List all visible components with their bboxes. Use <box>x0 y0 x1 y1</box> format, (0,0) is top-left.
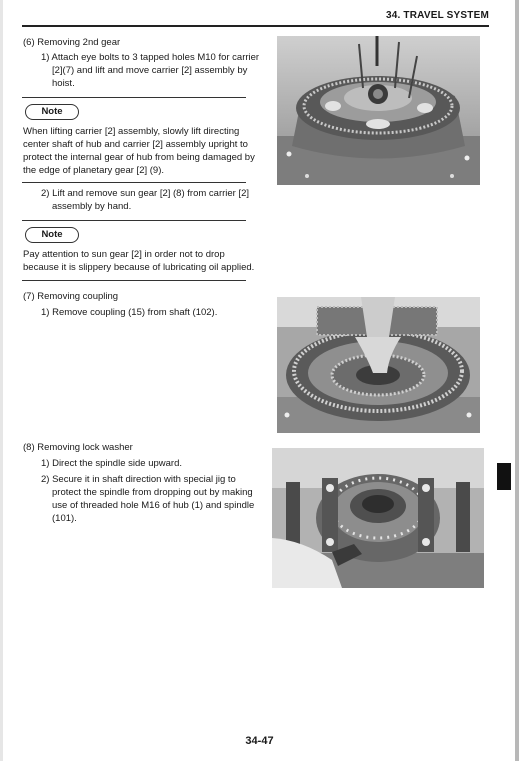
step8-sub2-line1: 2) Secure it in shaft direction with special jig to <box>41 474 236 485</box>
note1-line2: center shaft of hub and carrier [2] assembly upright to <box>23 139 248 150</box>
page-right-edge <box>515 0 519 761</box>
step6-sub2-line1: 2) Lift and remove sun gear [2] (8) from carrier [2] <box>41 188 250 199</box>
note2-line1: Pay attention to sun gear [2] in order not to drop <box>23 249 225 260</box>
photo-carrier-lifting-image <box>277 36 480 185</box>
step8-sub2-line3: use of threaded hole M16 of hub (1) and spindle <box>52 500 255 511</box>
section-title: 34. TRAVEL SYSTEM <box>385 10 489 21</box>
step6-sub1-line3: hoist. <box>52 78 75 89</box>
photo-coupling-removal <box>277 297 480 433</box>
note2-badge: Note <box>25 227 79 243</box>
step8-sub1-line1: 1) Direct the spindle side upward. <box>41 458 182 469</box>
note1-line3: protect the internal gear of hub from being damaged by <box>23 152 255 163</box>
step6-sub1-line2: [2](7) and lift and move carrier [2] assembly by <box>52 65 248 76</box>
step6-title: (6) Removing 2nd gear <box>23 37 121 48</box>
page-left-edge <box>0 0 3 761</box>
step8-sub2-line4: (101). <box>52 513 77 524</box>
step6-sub1-line1: 1) Attach eye bolts to 3 tapped holes M10 for carrier <box>41 52 260 63</box>
note2-top-rule <box>22 220 246 221</box>
step7-sub1-line1: 1) Remove coupling (15) from shaft (102). <box>41 307 218 318</box>
section-tab-marker <box>497 463 511 490</box>
step8-title: (8) Removing lock washer <box>23 442 133 453</box>
header-rule <box>22 25 489 27</box>
note1-line1: When lifting carrier [2] assembly, slowly lift directing <box>23 126 240 137</box>
note1-top-rule <box>22 97 246 98</box>
note1-line4: the edge of planetary gear [2] (9). <box>23 165 165 176</box>
note1-bottom-rule <box>22 182 246 183</box>
photo-lock-washer-removal-image <box>272 448 484 588</box>
step6-sub2-line2: assembly by hand. <box>52 201 132 212</box>
photo-lock-washer-removal <box>272 448 484 588</box>
page-number: 34-47 <box>245 735 274 747</box>
note2-bottom-rule <box>22 280 246 281</box>
note2-line2: because it is slippery because of lubricating oil applied. <box>23 262 255 273</box>
step8-sub2-line2: protect the spindle from dropping out by making <box>52 487 253 498</box>
photo-carrier-lifting <box>277 36 480 185</box>
note1-badge: Note <box>25 104 79 120</box>
photo-coupling-removal-image <box>277 297 480 433</box>
step7-title: (7) Removing coupling <box>23 291 119 302</box>
